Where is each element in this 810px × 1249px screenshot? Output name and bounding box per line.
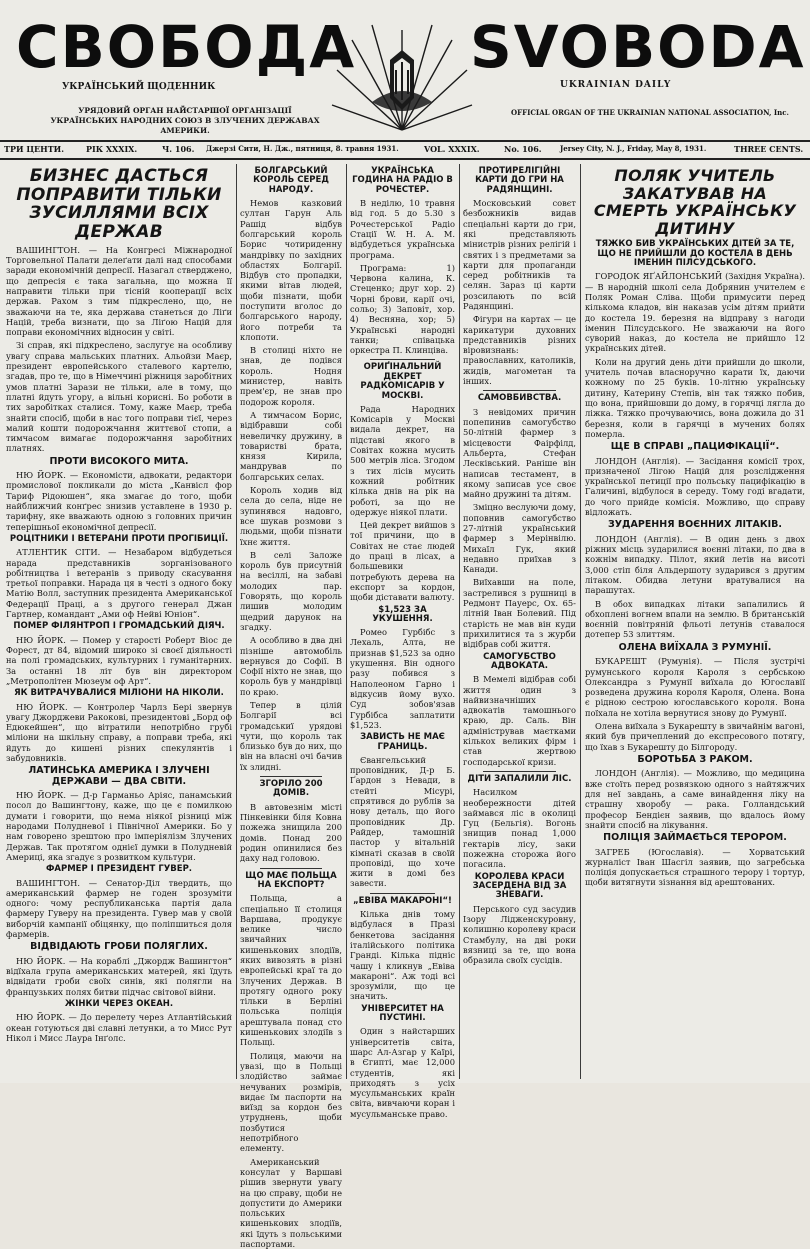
article-paragraph: НЮ ЙОРК. — На кораблі „Джордж Вашингтон“ відїхала група американських матерей, які їдуть відвідати гроби своїх синів, які полягли на французьких полях битви підчас світової війни. [6, 955, 232, 997]
article-headline: ПОЛЯК УЧИТЕЛЬ ЗАКАТУВАВ НА СМЕРТЬ УКРАЇНСЬКУ ДИТИНУ [593, 166, 797, 238]
article-paragraph: НЮ ЙОРК. — Д-р Гарманьо Аріяс, панамський посол до Вашингтону, каже, що це є помилкою думати і говорити, що нема ніякої різниці між народами Полудневої і Північної Америки. Бо у нам говорено зрештою про імперіялізм Злучених Держав. Так протягом однієї думки в Полудневій Америці, яка згадує з розвитком культури. [6, 790, 232, 862]
article-headline: $1,523 ЗА УКУШЕННЯ. [372, 604, 433, 624]
article-separator [260, 776, 322, 777]
article-paragraph: Американський консулат у Варшаві рішив звернути увагу на цю справу, щоби не допустити до Америки польських кишенькових злодіїв, які їдуть з польськими паспортами. [240, 1156, 342, 1249]
article-paragraph: Зміцно веслуючи дому, поповнив самогубство 27-літній український фармер з Мерінвілю. Михаїл Гук, який недавно приїхав з Канади. [463, 502, 576, 575]
article-paragraph: Фігури на картах — це карикатури духовних представників різних віровизнань: православних, католиків, жидів, магометан та інших. [463, 314, 576, 387]
article-paragraph: ЛОНДОН (Англія). — Можливо, що медицина вже стоїть перед розвязкою одного з найтяжчих для неї завдань, а саме винайдення ліку на страшну хворобу — рака. Голландський професор Бендієн заявив, що вдалось йому знайти спосіб на лікування. [585, 768, 805, 830]
article-paragraph: В автовезнім місті Пінкевінки біля Ковна пожежа знищила 200 домів. Понад 200 родин опинилися без даху над головою. [240, 801, 342, 864]
article-subheadline: ТЯЖКО БИВ УКРАЇНСЬКИХ ДІТЕЙ ЗА ТЕ, ЩО НЕ ПРИЙШЛИ ДО КОСТЕЛА В ДЕНЬ ІМЕНИН ПІЛСУДСЬКОГО. [595, 239, 795, 269]
article-paragraph: Рада Народних Комісарів у Москві видала декрет, на підставі якого в Совітах кожна мусить 500 метрів ліса. Згодом з тих лісів мусить кожний робітник кілька днів на рік на роботі, за що не одержує ніякої плати. [350, 403, 455, 517]
article-headline: „ЕВІВА МАКАРОНІ“! [353, 895, 452, 906]
article-paragraph: БУКАРЕШТ (Румунія). — Після зустрічі румунського короля Кароля з сербською Олександра з Румунії виїхала до Югославії розведена дружина короля Кароля, Олена. Вона є рідною сестрою югославського короля. Вона поїхала не хотіла вернутися знову до Румунії. [585, 656, 805, 718]
article-paragraph: Ромео Гурбібс з Лехаль, Алта, не признав $1,523 за одно укушення. Він одного разу побився з Наполеоном Гарно і відкусив йому вухо. Суд зобов'язав Гурбібса заплатити $1,523. [350, 627, 455, 730]
article-separator [260, 868, 322, 869]
article-paragraph: Перського суд засудив Ізору Лідженскуровну, колишню королеву краси Стамбулу, на дві роки вязниці за те, що вона образила своїх сусідів. [463, 903, 576, 966]
article-paragraph: ЗАГРЕБ (Югославія). — Хорватський журналіст Іван Шасгіл заявив, що загребська поліція допускається страшного терору і тортур, щоби витягнути зізнання від арештованих. [585, 846, 805, 888]
year-ukrainian: РІК XXXIX. [86, 144, 138, 154]
article-headline: ВІДВІДАЮТЬ ГРОБИ ПОЛЯГЛИХ. [30, 941, 208, 953]
article-headline: КОРОЛЕВА КРАСИ ЗАСЕРДЕНА ВІД ЗА ЗНЕВАГИ. [472, 871, 567, 901]
article-headline: БОРОТЬБА З РАКОМ. [637, 753, 753, 765]
column-4 [463, 164, 576, 1079]
newspaper-title-latin: SVOBODA [470, 13, 806, 81]
emblem-icon [332, 10, 472, 140]
column-rule [580, 164, 581, 1079]
column-rule [459, 164, 460, 1079]
article-headline: ПРОТИ ВИСОКОГО МИТА. [49, 455, 189, 467]
price-ukrainian: ТРИ ЦЕНТИ. [4, 144, 64, 154]
article-separator [483, 390, 556, 391]
article-paragraph: Євангельський проповідник, Д-р Б. Ґардон з Невади, в стейті Місурі, спрятився до рублів за нову деталь, що його проповідник Др. Райдер, тамошній пастор у вітальній кімнаті сказав в своїй проповіді, що хоче жити в домі без завести. [350, 754, 455, 889]
article-separator [370, 893, 435, 894]
column-rule [236, 164, 237, 1079]
organization-line-english: OFFICIAL ORGAN OF THE UKRAINIAN NATIONAL ASSOCIATION, Inc. [511, 108, 789, 117]
article-paragraph: Коли на другий день діти прийшли до школи, учитель почав власноручно карати їх, даючи кожному по 25 буків. 10-літню українську дитину, Катерину Степів, він так тяжко побив, що вона, прийшовши до дому, в горячці лягла до ліжка. Тяжко прочуваючись, вона дожила до 31 березня, коли в гарячці в мучених болях померла. [585, 356, 805, 439]
dateline-bar [0, 140, 810, 160]
column-3 [350, 164, 455, 1119]
volume-english: VOL. XXXIX. [424, 144, 480, 154]
article-paragraph: Немов казковий султан Гарун Аль Рашід відбув болгарський король Борис чотириденну мандрівку по західних областях Болгарії. Відбув сто пропадки, якими вітав людей, щоби пізнати, щоби поступити вголос до болгарського народу, його потреби та клопоти. [240, 198, 342, 342]
article-paragraph: В селі Заложе король був присутній на весіллі, на забаві молодих пар. Говорять, що король лишив молодим щедрий дарунок на згадку. [240, 549, 342, 632]
article-paragraph: В обох випадках літаки запалились й обхоплені вогнем впали на землю. В британській воєнній повітряній фльоті летунів ставалося дотепер 53 злиттям. [585, 598, 805, 640]
article-headline: ЗАВИСТЬ НЕ МАЄ ГРАНИЦЬ. [360, 732, 445, 752]
article-separator [370, 359, 435, 360]
article-paragraph: А особливо в два дні пізніше автомобіль вернувся до Софії. В Софії ніхто не знав, що король був у мандрівці по краю. [240, 635, 342, 697]
place-date-ukrainian: Джерзі Сити, Н. Дж., пятниця, 8. травня 1931. [206, 144, 399, 153]
article-paragraph: Тепер в цілій Болгарії всі громадськиї урядові чути, що король так близько був до них, що він на власні очі бачив їх злидні. [240, 699, 342, 772]
column-rule [346, 164, 347, 1079]
article-paragraph: Московський совєт безбожників видав спеціальні карти до гри, які представляють мінистрів різних релігій і святих і з предметами за карти для пропаганди серед робітників та селян. Зараз ці карти розсилають по всій Радянщині. [463, 198, 576, 311]
article-paragraph: АТЛЕНТИК СІТИ. — Незабаром відбудеться нарада представників зорганізованого робітництва і ветеранів з приводу скасування третьої поправки. Нарада ця в честі з одного боку Матію Волл, заступник президента Американської Федерації Праці, а з другого генерал Джан Гартнер, командант „Ами оф Нейві Юніон“. [6, 547, 232, 620]
article-headline: ФАРМЕР І ПРЕЗИДЕНТ ГУВЕР. [45, 864, 193, 875]
article-paragraph: ГОРОДОК ЯҐАЙЛОНСЬКИЙ (Західня Україна). — В народній школі села Добрянин учителем є Поляк Роман Сліва. Щоби примусити перед кількома кладов, він наказав усім дітям прийти до костела 19. березня на відправу з нагоди іменин Пілсудського. Не зважаючи на його суворий наказ, до костела не прийшло 12 українських дітей. [585, 271, 805, 354]
article-paragraph: НЮ ЙОРК. — Контролер Чарлз Бері звернув увагу Джорджеви Ракокові, президентові „Борд оф Едюкейшен“, що вітратили непотрібно грубі міліони на шкільну справу, а поправи треба, які йдуть до кишені різних спекулянтів і забудовників. [6, 701, 232, 763]
masthead [0, 0, 810, 150]
article-headline: УКРАЇНСЬКА ГОДИНА НА РАДІО В РОЧЕСТЕР. [352, 166, 453, 195]
subtitle-ukrainian: УКРАЇНСЬКИЙ ЩОДЕННИК [62, 82, 216, 92]
article-paragraph: В столиці ніхто не знав, де подівся король. Нодня министер, навіть прем'єр, не знав про подорож короля. [240, 345, 342, 407]
article-paragraph: НЮ ЙОРК. — Помер у старості Роберт Віос де Форест, дт 84, відомий широко зі своєї діяльності на полі громадських, культурних і гуманітарних. За останні 18 літ був він директором „Метрополітен Мюзеум оф Арт“. [6, 634, 232, 686]
article-paragraph: ЛОНДОН (Англія). — В один день з двох ріжних місць зударилися воєнні літаки, по два в кожнім випадку. Пілот, який летів на висоті 3,000 стіп біля Альдершоту зударився з другим літаком. Обидва летуни вратувалися на парашутах. [585, 533, 805, 596]
article-paragraph: Насилком необережности дітей займався ліс в околиці Гуц (Бельгія). Вогонь знищив понад 1,000 гектарів лісу, заки пожежна сторожа його погасила. [463, 787, 576, 870]
newspaper-title-ukrainian: СВОБОДА [16, 13, 357, 81]
article-headline: ПРОТИРЕЛІГІЙНІ КАРТИ ДО ГРИ НА РАДЯНЩИНІ. [475, 166, 564, 195]
article-paragraph: З невідомих причин попепинив самогубство 50-літній фармер з місцевости Фаірфілд, Альберта, Стефан Лесківський. Раніше він написав тестамент, в якому записав усе своє майно дружині та дітям. [463, 406, 576, 500]
article-paragraph: Зі справ, які підкреслено, заслугує на особливу увагу справа мальських платних. Альойзи Маєр, президент европейського сталевого картелю, згадав, про те, що в Німеччині ріжниця заробітних умов платні Зарази не тільки, але в тому, що платні йдуть угору, а вільні корисні. Бо роботи в тих заробітках сталися. Тому, каже Маєр, треба знайти спосіб, щоби в нас того поправи тієї, через малий кошти подорожчання життєвої стопи, а тимчасом вимагає подорожчання заробітних платнях. [6, 340, 232, 454]
issue-number-ukrainian: Ч. 106. [162, 144, 195, 154]
article-headline: ДІТИ ЗАПАЛИЛИ ЛІС. [467, 773, 572, 784]
column-2 [240, 164, 342, 1249]
article-headline: ЩЕ В СПРАВІ „ПАЦИФІКАЦІЇ“. [610, 441, 780, 453]
article-separator [483, 771, 556, 772]
place-date-english: Jersey City, N. J., Friday, May 8, 1931. [560, 144, 707, 153]
article-paragraph: Виїхавши на поле, застрелився з рушниці в Редмонт Пауерс, Ох. 65-літній Іван Болевий. Під старість не мав він куди прихилитися та з журби відібрав собі життя. [463, 577, 576, 650]
article-paragraph: Цей декрет вийшов з тої причини, що в Совітах не стає людей до праці в лісах, а большевики потребують дерева на експорт за кордон, щоби діставати валюту. [350, 520, 455, 603]
article-paragraph: Король ходив від села до села, ніде не зупинявся надовго, все шукав розмови з людьми, щоби пізнати їхнє життя. [240, 485, 342, 547]
subtitle-english: UKRAINIAN DAILY [560, 80, 672, 90]
article-paragraph: ВАШИНГТОН. — На Конгресі Міжнародної Торговельної Палати делеґати далі над способами заради економічній депресії. Назагал стверджено, що депресія є така загальна, що можна її направити тільки при тісній кооперації всіх держав. Рахом з тим підкреслено, що, не зважаючи на те, яка держава станеться до Ліґи Націй, треба визнати, що за Ліґою Націй для поправи економічних відносин у світі. [6, 244, 232, 338]
article-paragraph: Олена виїхала з Букарешту в звичайнім вагоні, який був причеплений до експресового потягу, що їхав з Букарешту до Білгороду. [585, 721, 805, 752]
article-paragraph: Польща, а спеціально її столиця Варшава, продукує велике число звичайних кишенькових злодіїв, яких вивозять в різні европейські краї та до Злучених Держав. В протягу одного року тільки в Берліні польська поліція арештувала понад сто кишенькових злодіїв з Польщі. [240, 893, 342, 1048]
article-headline: ЗУДАРЕННЯ ВОЄННИХ ЛІТАКІВ. [607, 519, 783, 531]
article-paragraph: А тимчасом Борис, відібравши собі невеличку дружину, в товаристві брата, князя Кирила, мандрував по болгарських селах. [240, 409, 342, 482]
article-paragraph: В неділю, 10 травня від год. 5 до 5.30 з Рочестерської Радіо Стації W. H. A. M. відбудеться українська програма. [350, 198, 455, 260]
article-headline: БОЛГАРСЬКИЙ КОРОЛЬ СЕРЕД НАРОДУ. [253, 166, 329, 195]
article-headline: САМОГУБСТВО АДВОКАТА. [483, 651, 556, 671]
article-headline: ЩО МАЄ ПОЛЬЩА НА ЕКСПОРТ? [245, 870, 337, 890]
article-paragraph: Полиця, маючи на увазі, що в Польщі злодійство займає нечуваних розмірів, видає їм паспорти на виїзд за кордон без утруднень, щоби позбутися непотрібного елементу. [240, 1050, 342, 1154]
article-headline: ЖІНКИ ЧЕРЕЗ ОКЕАН. [64, 998, 174, 1009]
article-headline: ПОМЕР ФІЛЯНТРОП І ГРОМАДСЬКИЙ ДІЯЧ. [13, 621, 225, 632]
article-headline: ЗГОРІЛО 200 ДОМІВ. [259, 779, 323, 799]
column-5 [585, 164, 805, 1079]
article-paragraph: Один з найстарших університетів світа, шарс Ал-Азгар у Каїрі, в Єгипті, має 12,000 студентів, які приходять з усіх мусульманських країн світа, вивчаючи коран і мусульманське право. [350, 1026, 455, 1119]
article-paragraph: ЛОНДОН (Англія). — Засідання комісії трох, призначеної Лігою Націй для розслідження української петиції про польську пацифікацію в Галичині, відбулося в середу. Тому годі вгадати, до чого прийде комісія. Можливо, що справу відложать. [585, 455, 805, 518]
article-paragraph: ВАШИНГТОН. — Сенатор-Діл твердить, що американський фармер не годен зрозуміти одного: чому республиканська партія дала фармеру Гуверу на президента. Гувер мав у своїй виборчій кампанії обіцянку, що поліпшиться доля фармерів. [6, 877, 232, 940]
article-paragraph: Програма: 1) Червона калина, К. Стеценко; друг хор. 2) Чорні брови, карії очі, сольо; 3) Заповіт, хор. 4) Весняна, хор; 5) Українські народні танки; співацька оркестра П. Клинціва. [350, 262, 455, 356]
article-headline: ЯК ВИТРАЧУВАЛИСЯ МІЛІОНИ НА НІКОЛИ. [14, 688, 224, 699]
article-headline: САМОВБИВСТВА. [477, 393, 562, 404]
article-paragraph: В Мемелі відібрав собі життя один з найвизначніших адвокатів тамошнього краю, др. Саль. Він адміністрував маєтками кількох великих фірм і став жертвою господарської кризи. [463, 674, 576, 767]
article-headline: ОЛЕНА ВИЇХАЛА З РУМУНІЇ. [618, 641, 772, 653]
article-headline: ЛАТИНСЬКА АМЕРИКА І ЗЛУЧЕНІ ДЕРЖАВИ — ДВА СВІТИ. [28, 765, 210, 787]
organization-line-ukrainian: УРЯДОВИЙ ОРГАН НАЙСТАРШОЇ ОРГАНІЗАЦІЇ УКРАЇНСЬКИХ НАРОДНИХ СОЮЗ В ЗЛУЧЕНИХ ДЕРЖАВАХ АМЕРИКИ. [50, 106, 320, 135]
price-english: THREE CENTS. [734, 144, 804, 154]
article-headline: РОЦІТНИКИ І ВЕТЕРАНИ ПРОТИ ПРОГІБИЦІЇ. [9, 533, 229, 544]
article-headline: ПОЛІЦІЯ ЗАЙМАЄТЬСЯ ТЕРОРОМ. [603, 832, 787, 844]
issue-number-english: No. 106. [504, 144, 542, 154]
article-headline: УНІВЕРСИТЕТ НА ПУСТИНІ. [361, 1003, 444, 1024]
article-headline: ОРИҐІНАЛЬНИЙ ДЕКРЕТ РАДКОМІСАРІВ У МОСКВІ. [360, 362, 445, 401]
article-paragraph: Кілька днів тому відбулася в Празі бенкетова засідання італійського політика Гранді. Кілька підніс чашу і кликнув „Евіва макароні“. Аж тоді всі зрозуміли, що це значить. [350, 909, 455, 1002]
column-1 [6, 164, 232, 1079]
article-headline: БИЗНЕС ДАСТЬСЯ ПОПРАВИТИ ТІЛЬКИ ЗУСИЛЛЯМИ ВСІХ ДЕРЖАВ [16, 166, 222, 243]
article-paragraph: НЮ ЙОРК. — Економісти, адвокати, редактори промислової покликали до міста „Канвісл фор Тариф Рідоюшен“, яка змагає до того, щоби найближчий конґрес знизив уставлене в 1930 р. тарифну, яке вважають одною з головних причин теперішньої економічної депресії. [6, 470, 232, 532]
article-paragraph: НЮ ЙОРК. — До перелету через Атлантійський океан готуються дві славні летунки, а то Мисс Рут Нікол і Мисс Лаура Інґолс. [6, 1012, 232, 1043]
